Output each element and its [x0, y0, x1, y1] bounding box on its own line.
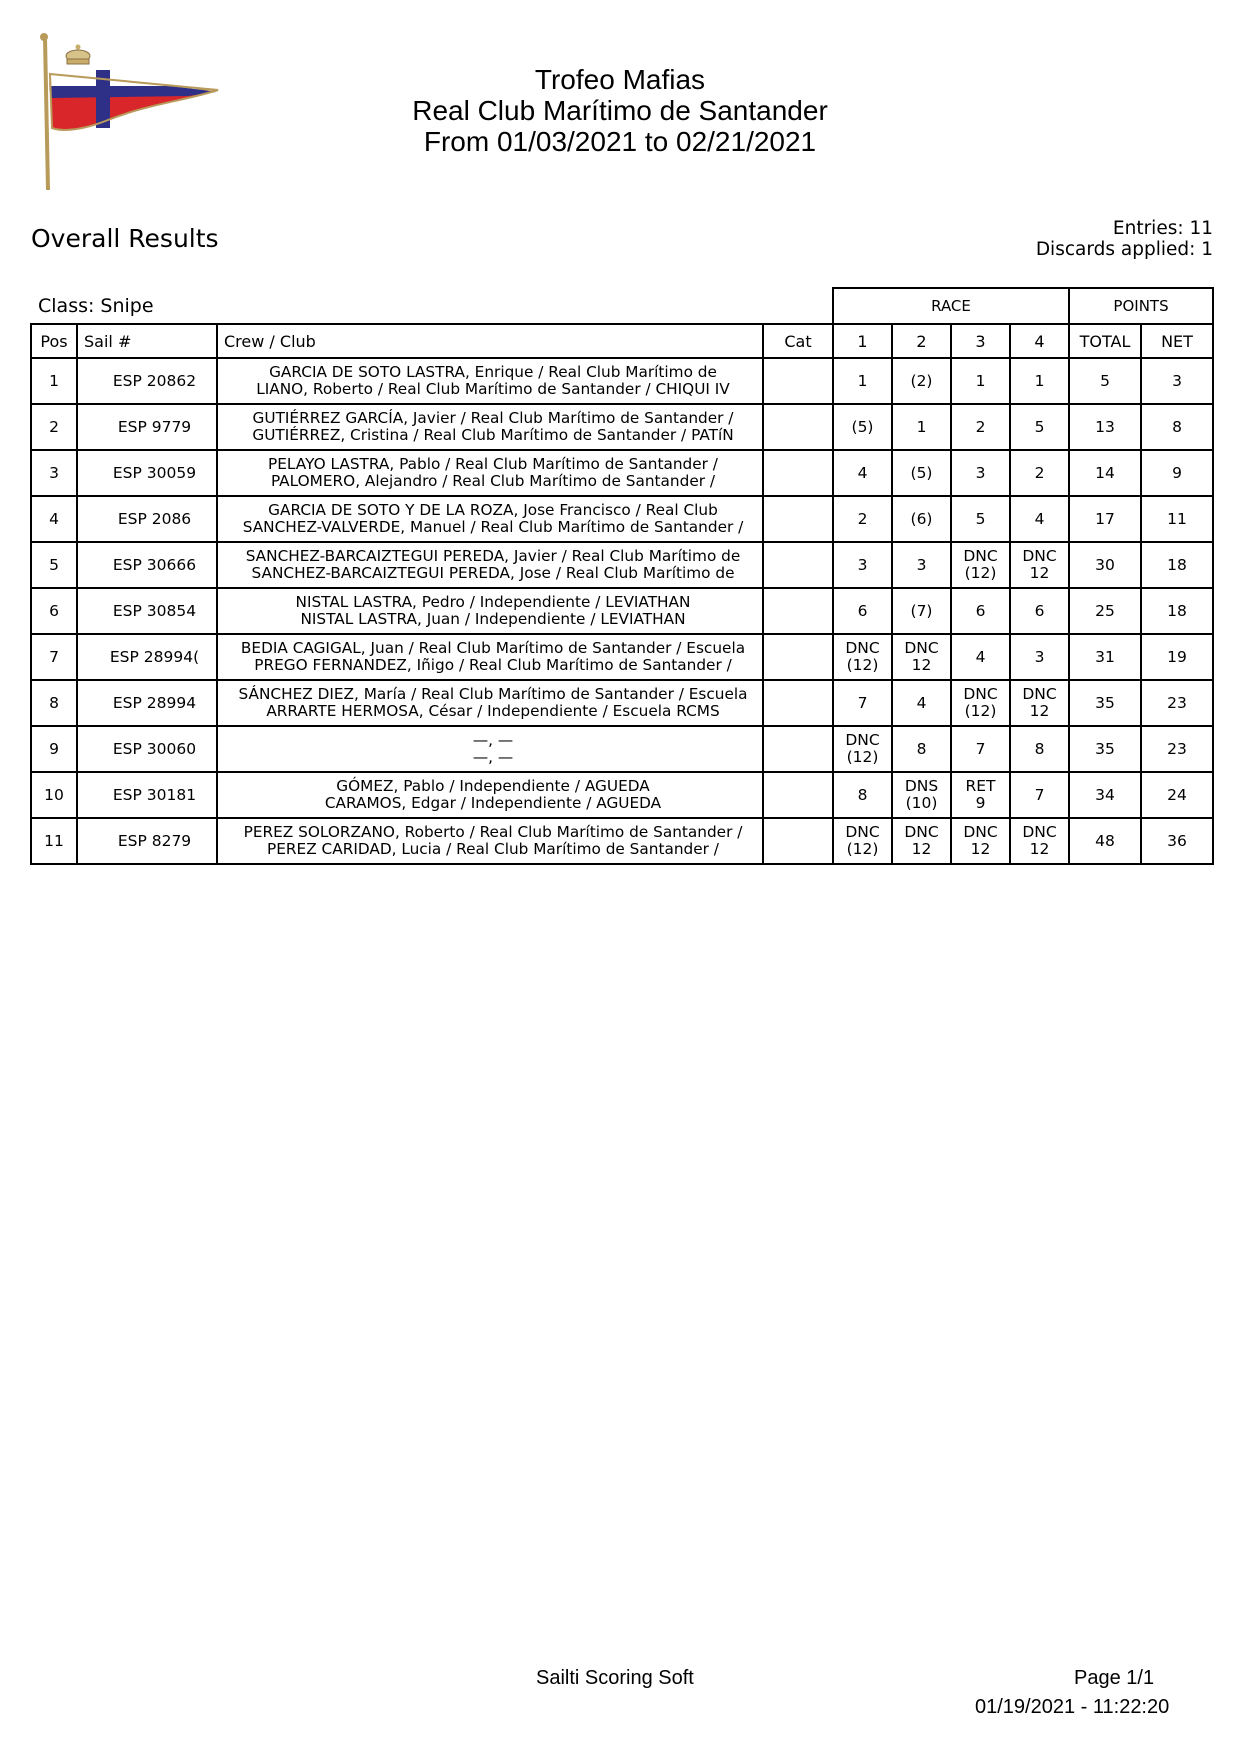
- sail-number: ESP 2086: [117, 509, 192, 528]
- crew-line-2: GUTIÉRREZ, Cristina / Real Club Marítimo de Santander / PATíN: [252, 426, 734, 444]
- pos-value: 1: [49, 371, 59, 390]
- race-3-score: [951, 404, 1010, 450]
- cat-cell: [763, 404, 833, 450]
- race-3-score: [951, 542, 1010, 588]
- crew-cell: [217, 588, 763, 634]
- race-score-detail: (12): [846, 840, 879, 858]
- net-points: 23: [1167, 693, 1187, 712]
- total-cell: [1069, 680, 1141, 726]
- total-cell: [1069, 726, 1141, 772]
- net-cell: [1141, 358, 1213, 404]
- race-2-score: [892, 542, 951, 588]
- total-cell: [1069, 634, 1141, 680]
- total-points: 30: [1095, 555, 1115, 574]
- race-2-score: [892, 358, 951, 404]
- net-points: 3: [1172, 371, 1182, 390]
- race-4-score: [1010, 358, 1069, 404]
- discards-applied: Discards applied: 1: [1035, 239, 1213, 260]
- race-2-score: [892, 450, 951, 496]
- race-score-code: 6: [857, 601, 868, 620]
- column-header-row: [31, 324, 1213, 358]
- document-title: [300, 64, 940, 157]
- race-1-score: [833, 542, 892, 588]
- net-cell: [1141, 772, 1213, 818]
- total-cell: [1069, 542, 1141, 588]
- race-4-score: [1010, 634, 1069, 680]
- race-2-score: [892, 588, 951, 634]
- sail-number: ESP 30060: [112, 739, 197, 758]
- net-cell: [1141, 496, 1213, 542]
- race-score-code: 5: [1034, 417, 1045, 436]
- race-3-score: [951, 680, 1010, 726]
- crew-cell: [217, 450, 763, 496]
- net-cell: [1141, 450, 1213, 496]
- crew-cell: [217, 680, 763, 726]
- race-score-detail: 9: [975, 794, 986, 812]
- race-score-code: 6: [975, 601, 986, 620]
- race-4-score: [1010, 726, 1069, 772]
- points-group-header: POINTS: [1069, 288, 1213, 324]
- race-3-score: [951, 588, 1010, 634]
- crew-cell: [217, 404, 763, 450]
- total-cell: [1069, 588, 1141, 634]
- crew-line-1: BEDIA CAGIGAL, Juan / Real Club Marítimo de Santander / Escuela: [240, 639, 746, 657]
- crew-line-2: LIANO, Roberto / Real Club Marítimo de Santander / CHIQUI IV: [256, 380, 730, 398]
- net-points: 9: [1172, 463, 1182, 482]
- total-cell: [1069, 496, 1141, 542]
- race-score-code: 7: [1034, 785, 1045, 804]
- race-score-detail: 12: [970, 840, 991, 858]
- cat-cell: [763, 634, 833, 680]
- title-line-1: Trofeo Mafias: [534, 64, 706, 95]
- race-score-code: 1: [916, 417, 927, 436]
- race-4-score: [1010, 588, 1069, 634]
- total-cell: [1069, 818, 1141, 864]
- crew-cell: [217, 772, 763, 818]
- col-sail: Sail #: [77, 324, 217, 358]
- pos-cell: [31, 542, 77, 588]
- pos-cell: [31, 450, 77, 496]
- race-score-code: 3: [975, 463, 986, 482]
- sail-number: ESP 30181: [112, 785, 197, 804]
- race-score-code: DNC: [1022, 685, 1057, 703]
- race-3-score: [951, 358, 1010, 404]
- race-score-detail: 12: [1029, 564, 1050, 582]
- net-cell: [1141, 818, 1213, 864]
- crew-line-1: PEREZ SOLORZANO, Roberto / Real Club Marítimo de Santander /: [243, 823, 743, 841]
- race-score-code: DNC: [845, 823, 880, 841]
- net-points: 8: [1172, 417, 1182, 436]
- total-points: 17: [1095, 509, 1115, 528]
- sail-number: ESP 9779: [117, 417, 192, 436]
- footer-page-number: Page 1/1: [1074, 1667, 1155, 1689]
- col-cat: Cat: [763, 324, 833, 358]
- pos-value: 11: [44, 831, 64, 850]
- col-net: NET: [1141, 324, 1213, 358]
- col-race-4: 4: [1010, 324, 1069, 358]
- race-1-score: [833, 680, 892, 726]
- race-score-code: (7): [910, 601, 933, 620]
- pos-cell: [31, 496, 77, 542]
- pos-value: 4: [49, 509, 59, 528]
- total-cell: [1069, 358, 1141, 404]
- race-2-score: [892, 634, 951, 680]
- race-score-code: 3: [916, 555, 927, 574]
- crew-line-2: PEREZ CARIDAD, Lucia / Real Club Marítimo de Santander /: [267, 840, 719, 858]
- sail-cell: [77, 726, 217, 772]
- total-points: 34: [1095, 785, 1115, 804]
- footer-datetime: 01/19/2021 - 11:22:20: [975, 1696, 1170, 1718]
- race-3-score: [951, 818, 1010, 864]
- net-cell: [1141, 404, 1213, 450]
- net-points: 19: [1167, 647, 1187, 666]
- sail-number: ESP 28994: [112, 693, 197, 712]
- crew-line-1: GUTIÉRREZ GARCÍA, Javier / Real Club Marítimo de Santander /: [252, 409, 734, 427]
- pos-cell: [31, 404, 77, 450]
- race-2-score: [892, 496, 951, 542]
- sail-cell: [77, 496, 217, 542]
- race-1-score: [833, 634, 892, 680]
- race-3-score: [951, 726, 1010, 772]
- net-cell: [1141, 726, 1213, 772]
- cat-cell: [763, 358, 833, 404]
- cat-cell: [763, 542, 833, 588]
- net-points: 36: [1167, 831, 1187, 850]
- footer-brand: Sailti Scoring Soft: [536, 1667, 694, 1689]
- col-crew-club: Crew / Club: [217, 324, 763, 358]
- race-1-score: [833, 404, 892, 450]
- entries-count: Entries: 11: [1112, 218, 1213, 239]
- crew-line-1: —, —: [472, 731, 514, 749]
- sail-cell: [77, 588, 217, 634]
- race-score-detail: 12: [1029, 840, 1050, 858]
- race-score-code: DNC: [963, 547, 998, 565]
- sail-number: ESP 28994(: [109, 647, 200, 666]
- race-4-score: [1010, 450, 1069, 496]
- sail-cell: [77, 358, 217, 404]
- pos-value: 5: [49, 555, 59, 574]
- race-2-score: [892, 404, 951, 450]
- crew-cell: [217, 634, 763, 680]
- pos-value: 10: [44, 785, 64, 804]
- race-score-code: 1: [857, 371, 868, 390]
- race-score-code: 7: [857, 693, 868, 712]
- race-1-score: [833, 496, 892, 542]
- table-row: [31, 772, 1213, 818]
- crew-cell: [217, 726, 763, 772]
- race-score-code: 7: [975, 739, 986, 758]
- net-points: 18: [1167, 601, 1187, 620]
- sail-number: ESP 30059: [112, 463, 197, 482]
- table-row: [31, 634, 1213, 680]
- race-1-score: [833, 588, 892, 634]
- race-score-code: 8: [857, 785, 868, 804]
- race-1-score: [833, 450, 892, 496]
- pos-value: 2: [49, 417, 59, 436]
- race-4-score: [1010, 772, 1069, 818]
- crew-line-2: SANCHEZ-BARCAIZTEGUI PEREDA, Jose / Real Club Marítimo de: [251, 564, 735, 582]
- table-row: [31, 358, 1213, 404]
- cat-cell: [763, 726, 833, 772]
- col-pos: Pos: [31, 324, 77, 358]
- race-1-score: [833, 726, 892, 772]
- race-2-score: [892, 818, 951, 864]
- total-points: 48: [1095, 831, 1115, 850]
- race-4-score: [1010, 818, 1069, 864]
- table-row: [31, 404, 1213, 450]
- crew-line-2: —, —: [472, 748, 514, 766]
- cat-cell: [763, 818, 833, 864]
- race-score-code: 6: [1034, 601, 1045, 620]
- col-total: TOTAL: [1069, 324, 1141, 358]
- total-cell: [1069, 450, 1141, 496]
- net-points: 11: [1167, 509, 1187, 528]
- pos-cell: [31, 772, 77, 818]
- pos-value: 9: [49, 739, 59, 758]
- race-score-code: DNC: [963, 685, 998, 703]
- race-1-score: [833, 772, 892, 818]
- crew-line-1: GARCIA DE SOTO LASTRA, Enrique / Real Club Marítimo de: [269, 363, 717, 381]
- net-cell: [1141, 680, 1213, 726]
- sail-number: ESP 8279: [117, 831, 192, 850]
- sail-number: ESP 30854: [112, 601, 197, 620]
- pos-value: 3: [49, 463, 59, 482]
- entries-summary: [1036, 218, 1213, 260]
- table-row: [31, 726, 1213, 772]
- net-points: 18: [1167, 555, 1187, 574]
- pos-value: 8: [49, 693, 59, 712]
- table-row: [31, 680, 1213, 726]
- race-4-score: [1010, 542, 1069, 588]
- sail-cell: [77, 450, 217, 496]
- total-points: 14: [1095, 463, 1115, 482]
- race-score-code: (5): [910, 463, 933, 482]
- race-2-score: [892, 726, 951, 772]
- race-score-code: (5): [851, 417, 874, 436]
- sail-number: ESP 30666: [112, 555, 197, 574]
- club-burgee-icon: [38, 32, 234, 192]
- race-score-code: 4: [1034, 509, 1045, 528]
- race-score-code: 8: [1034, 739, 1045, 758]
- crew-cell: [217, 496, 763, 542]
- pos-cell: [31, 726, 77, 772]
- race-score-detail: (12): [964, 702, 997, 720]
- sail-cell: [77, 542, 217, 588]
- sail-cell: [77, 404, 217, 450]
- race-score-code: DNC: [845, 639, 880, 657]
- race-score-code: 2: [857, 509, 868, 528]
- cat-cell: [763, 496, 833, 542]
- race-score-code: 4: [975, 647, 986, 666]
- net-cell: [1141, 542, 1213, 588]
- sail-cell: [77, 680, 217, 726]
- race-score-detail: 12: [911, 840, 932, 858]
- crew-cell: [217, 818, 763, 864]
- race-4-score: [1010, 404, 1069, 450]
- cat-cell: [763, 680, 833, 726]
- pos-value: 6: [49, 601, 59, 620]
- crew-line-1: SÁNCHEZ DIEZ, María / Real Club Marítimo de Santander / Escuela: [238, 685, 748, 703]
- race-score-code: DNC: [845, 731, 880, 749]
- table-row: [31, 496, 1213, 542]
- race-3-score: [951, 634, 1010, 680]
- race-score-code: 2: [1034, 463, 1045, 482]
- total-points: 35: [1095, 739, 1115, 758]
- table-row: [31, 450, 1213, 496]
- crew-line-2: PREGO FERNANDEZ, Iñigo / Real Club Marítimo de Santander /: [254, 656, 732, 674]
- cat-cell: [763, 450, 833, 496]
- pos-cell: [31, 588, 77, 634]
- total-cell: [1069, 404, 1141, 450]
- crew-line-2: CARAMOS, Edgar / Independiente / AGUEDA: [324, 794, 662, 812]
- race-4-score: [1010, 496, 1069, 542]
- crew-line-1: SANCHEZ-BARCAIZTEGUI PEREDA, Javier / Real Club Marítimo de: [245, 547, 741, 565]
- race-score-code: 5: [975, 509, 986, 528]
- total-points: 25: [1095, 601, 1115, 620]
- net-cell: [1141, 634, 1213, 680]
- title-line-3: From 01/03/2021 to 02/21/2021: [423, 126, 817, 157]
- net-points: 24: [1167, 785, 1187, 804]
- race-score-code: 2: [975, 417, 986, 436]
- race-score-code: (2): [910, 371, 933, 390]
- col-race-3: 3: [951, 324, 1010, 358]
- race-2-score: [892, 772, 951, 818]
- race-score-code: 1: [975, 371, 986, 390]
- pos-cell: [31, 358, 77, 404]
- crew-line-2: SANCHEZ-VALVERDE, Manuel / Real Club Marítimo de Santander /: [242, 518, 744, 536]
- total-points: 5: [1100, 371, 1110, 390]
- race-1-score: [833, 358, 892, 404]
- sail-number: ESP 20862: [112, 371, 197, 390]
- table-row: [31, 588, 1213, 634]
- crew-cell: [217, 542, 763, 588]
- race-score-code: 3: [857, 555, 868, 574]
- race-score-code: DNC: [904, 639, 939, 657]
- crew-line-1: PELAYO LASTRA, Pablo / Real Club Marítimo de Santander /: [268, 455, 718, 473]
- net-points: 23: [1167, 739, 1187, 758]
- class-label: Class: Snipe: [38, 294, 154, 317]
- race-score-detail: (12): [846, 748, 879, 766]
- crew-line-2: ARRARTE HERMOSA, César / Independiente / Escuela RCMS: [266, 702, 720, 720]
- race-4-score: [1010, 680, 1069, 726]
- race-score-code: 4: [857, 463, 868, 482]
- col-race-1: 1: [833, 324, 892, 358]
- crew-line-2: NISTAL LASTRA, Juan / Independiente / LEVIATHAN: [300, 610, 686, 628]
- race-score-code: DNC: [1022, 823, 1057, 841]
- race-3-score: [951, 772, 1010, 818]
- race-3-score: [951, 450, 1010, 496]
- overall-results-heading: Overall Results: [31, 224, 219, 253]
- total-points: 35: [1095, 693, 1115, 712]
- net-cell: [1141, 588, 1213, 634]
- race-score-code: 3: [1034, 647, 1045, 666]
- race-score-code: 4: [916, 693, 927, 712]
- crew-line-2: PALOMERO, Alejandro / Real Club Marítimo de Santander /: [270, 472, 716, 490]
- pos-cell: [31, 680, 77, 726]
- race-score-code: 1: [1034, 371, 1045, 390]
- sail-cell: [77, 772, 217, 818]
- sail-cell: [77, 634, 217, 680]
- crew-line-1: GÓMEZ, Pablo / Independiente / AGUEDA: [336, 777, 650, 795]
- race-score-code: RET: [965, 777, 996, 795]
- sail-cell: [77, 818, 217, 864]
- title-line-2: Real Club Marítimo de Santander: [412, 95, 828, 126]
- pos-cell: [31, 818, 77, 864]
- table-row: [31, 818, 1213, 864]
- pos-value: 7: [49, 647, 59, 666]
- race-score-detail: 12: [911, 656, 932, 674]
- cat-cell: [763, 588, 833, 634]
- race-group-header: RACE: [833, 288, 1069, 324]
- total-points: 13: [1095, 417, 1115, 436]
- total-points: 31: [1095, 647, 1115, 666]
- pos-cell: [31, 634, 77, 680]
- group-header-row: [31, 288, 1213, 324]
- race-2-score: [892, 680, 951, 726]
- race-score-code: DNC: [904, 823, 939, 841]
- race-score-detail: 12: [1029, 702, 1050, 720]
- table-row: [31, 542, 1213, 588]
- crew-cell: [217, 358, 763, 404]
- race-3-score: [951, 496, 1010, 542]
- race-score-code: 8: [916, 739, 927, 758]
- race-score-code: DNC: [1022, 547, 1057, 565]
- race-score-code: DNC: [963, 823, 998, 841]
- results-table: [30, 287, 1214, 865]
- race-score-detail: (10): [905, 794, 938, 812]
- race-score-detail: (12): [964, 564, 997, 582]
- total-cell: [1069, 772, 1141, 818]
- race-score-code: DNS: [904, 777, 939, 795]
- cat-cell: [763, 772, 833, 818]
- crew-line-1: GARCIA DE SOTO Y DE LA ROZA, Jose Francisco / Real Club: [268, 501, 718, 519]
- race-score-code: (6): [910, 509, 933, 528]
- race-1-score: [833, 818, 892, 864]
- col-race-2: 2: [892, 324, 951, 358]
- crew-line-1: NISTAL LASTRA, Pedro / Independiente / LEVIATHAN: [295, 593, 691, 611]
- race-score-detail: (12): [846, 656, 879, 674]
